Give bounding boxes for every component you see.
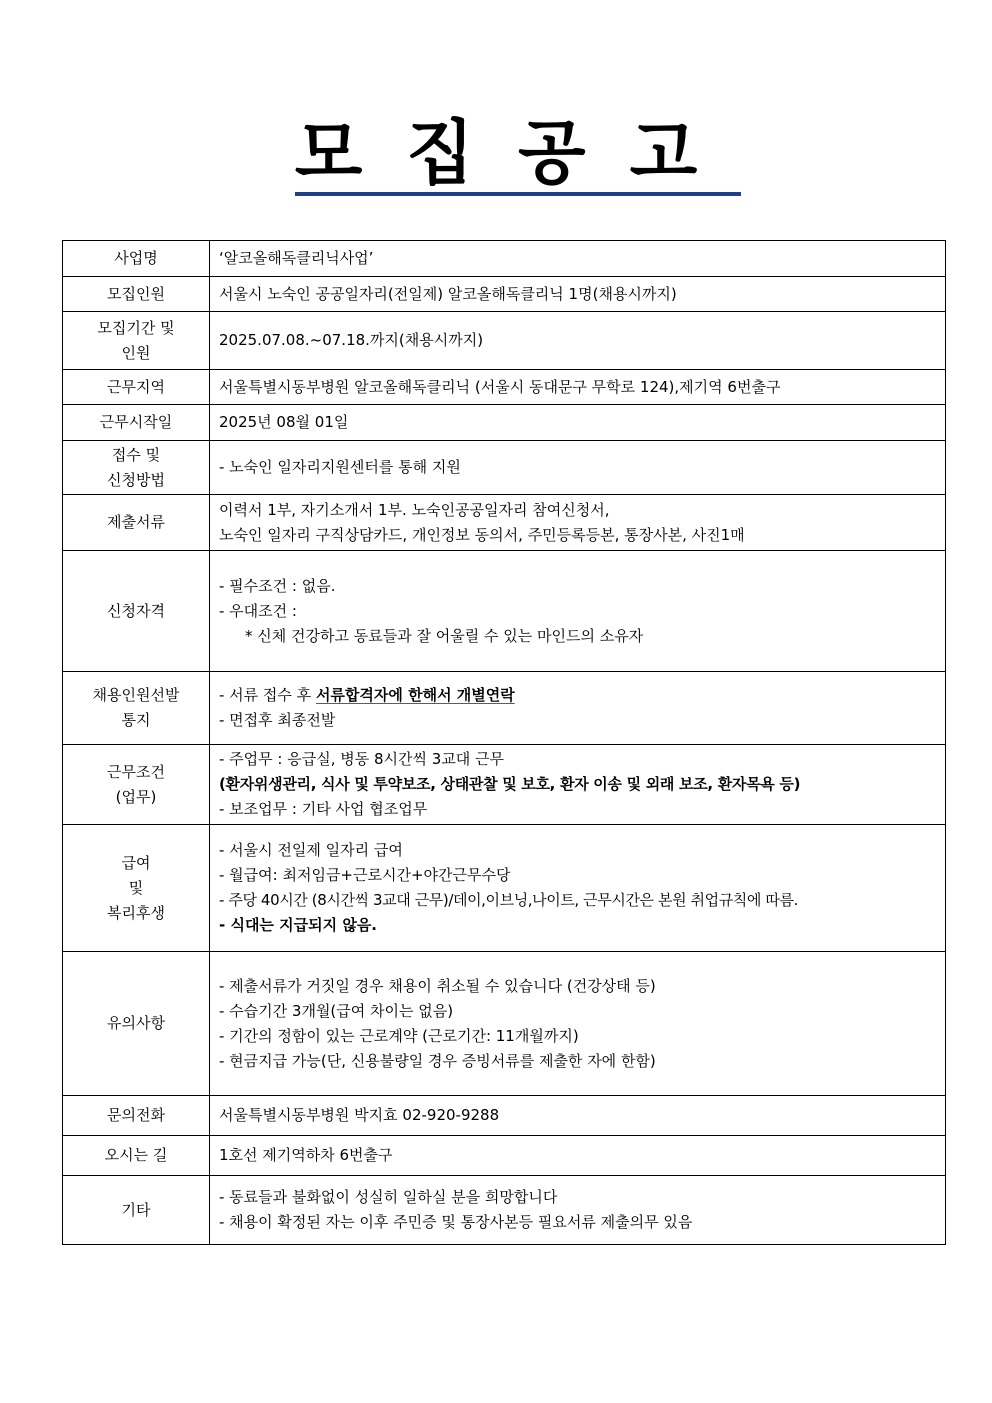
row-content: 서울특별시동부병원 알코올해독클리닉 (서울시 동대문구 무학로 124),제기역 6번출구	[210, 370, 946, 405]
row-label: 근무시작일	[63, 405, 210, 441]
row-content: 2025년 08월 01일	[210, 405, 946, 441]
table-row	[63, 745, 946, 825]
row-label: 제출서류	[63, 495, 210, 551]
table-row	[63, 441, 946, 495]
table-row	[63, 672, 946, 745]
table-row	[63, 495, 946, 551]
row-content: 서울특별시동부병원 박지효 02-920-9288	[210, 1096, 946, 1136]
table-row	[63, 405, 946, 441]
table-row	[63, 1096, 946, 1136]
row-content: - 서울시 전일제 일자리 급여 - 월급여: 최저임금+근로시간+야간근무수당 - 주당 40시간 (8시간씩 3교대 근무)/데이,이브닝,나이트, 근무시간은 본원 취업규칙에 따름. - 식대는 지급되지 않음.	[210, 825, 946, 952]
row-label: 유의사항	[63, 952, 210, 1096]
page-title: 모집공고	[294, 112, 742, 194]
row-content: 2025.07.08.~07.18.까지(채용시까지)	[210, 312, 946, 370]
table-row	[63, 952, 946, 1096]
row-content: - 노숙인 일자리지원센터를 통해 지원	[210, 441, 946, 495]
row-label: 채용인원선발 통지	[63, 672, 210, 745]
row-label: 사업명	[63, 241, 210, 277]
highlighted-notice: 서류합격자에 한해서 개별연락	[315, 686, 515, 704]
row-content: 이력서 1부, 자기소개서 1부. 노숙인공공일자리 참여신청서, 노숙인 일자리 구직상담카드, 개인정보 동의서, 주민등록등본, 통장사본, 사진1매	[210, 495, 946, 551]
row-label: 신청자격	[63, 551, 210, 672]
table-row	[63, 370, 946, 405]
row-label: 오시는 길	[63, 1136, 210, 1176]
table-row	[63, 1136, 946, 1176]
row-label: 근무조건 (업무)	[63, 745, 210, 825]
row-label: 문의전화	[63, 1096, 210, 1136]
table-row	[63, 825, 946, 952]
table-row	[63, 277, 946, 312]
row-label: 접수 및 신청방법	[63, 441, 210, 495]
row-content: - 주업무 : 응급실, 병동 8시간씩 3교대 근무 (환자위생관리, 식사 및 투약보조, 상태관찰 및 보호, 환자 이송 및 외래 보조, 환자목욕 등) - 보조업무 : 기타 사업 협조업무	[210, 745, 946, 825]
row-label: 근무지역	[63, 370, 210, 405]
table-row	[63, 551, 946, 672]
table-row	[63, 241, 946, 277]
row-content: 1호선 제기역하차 6번출구	[210, 1136, 946, 1176]
table-row	[63, 1176, 946, 1245]
row-content: - 동료들과 불화없이 성실히 일하실 분을 희망합니다 - 채용이 확정된 자는 이후 주민증 및 통장사본등 필요서류 제출의무 있음	[210, 1176, 946, 1245]
row-content: - 제출서류가 거짓일 경우 채용이 취소될 수 있습니다 (건강상태 등) - 수습기간 3개월(급여 차이는 없음) - 기간의 정함이 있는 근로계약 (근로기간: 11개월까지) - 현금지급 가능(단, 신용불량일 경우 증빙서류를 제출한 자에 한함)	[210, 952, 946, 1096]
row-content: - 서류 접수 후 서류합격자에 한해서 개별연락 - 면접후 최종전발	[210, 672, 946, 745]
row-content: - 필수조건 : 없음. - 우대조건 : * 신체 건강하고 동료들과 잘 어울릴 수 있는 마인드의 소유자	[210, 551, 946, 672]
row-label: 기타	[63, 1176, 210, 1245]
row-label: 모집기간 및 인원	[63, 312, 210, 370]
recruitment-table	[62, 240, 946, 1245]
row-content: ‘알코올해독클리닉사업’	[210, 241, 946, 277]
row-label: 급여 및 복리후생	[63, 825, 210, 952]
table-row	[63, 312, 946, 370]
row-label: 모집인원	[63, 277, 210, 312]
row-content: 서울시 노숙인 공공일자리(전일제) 알코올해독클리닉 1명(채용시까지)	[210, 277, 946, 312]
